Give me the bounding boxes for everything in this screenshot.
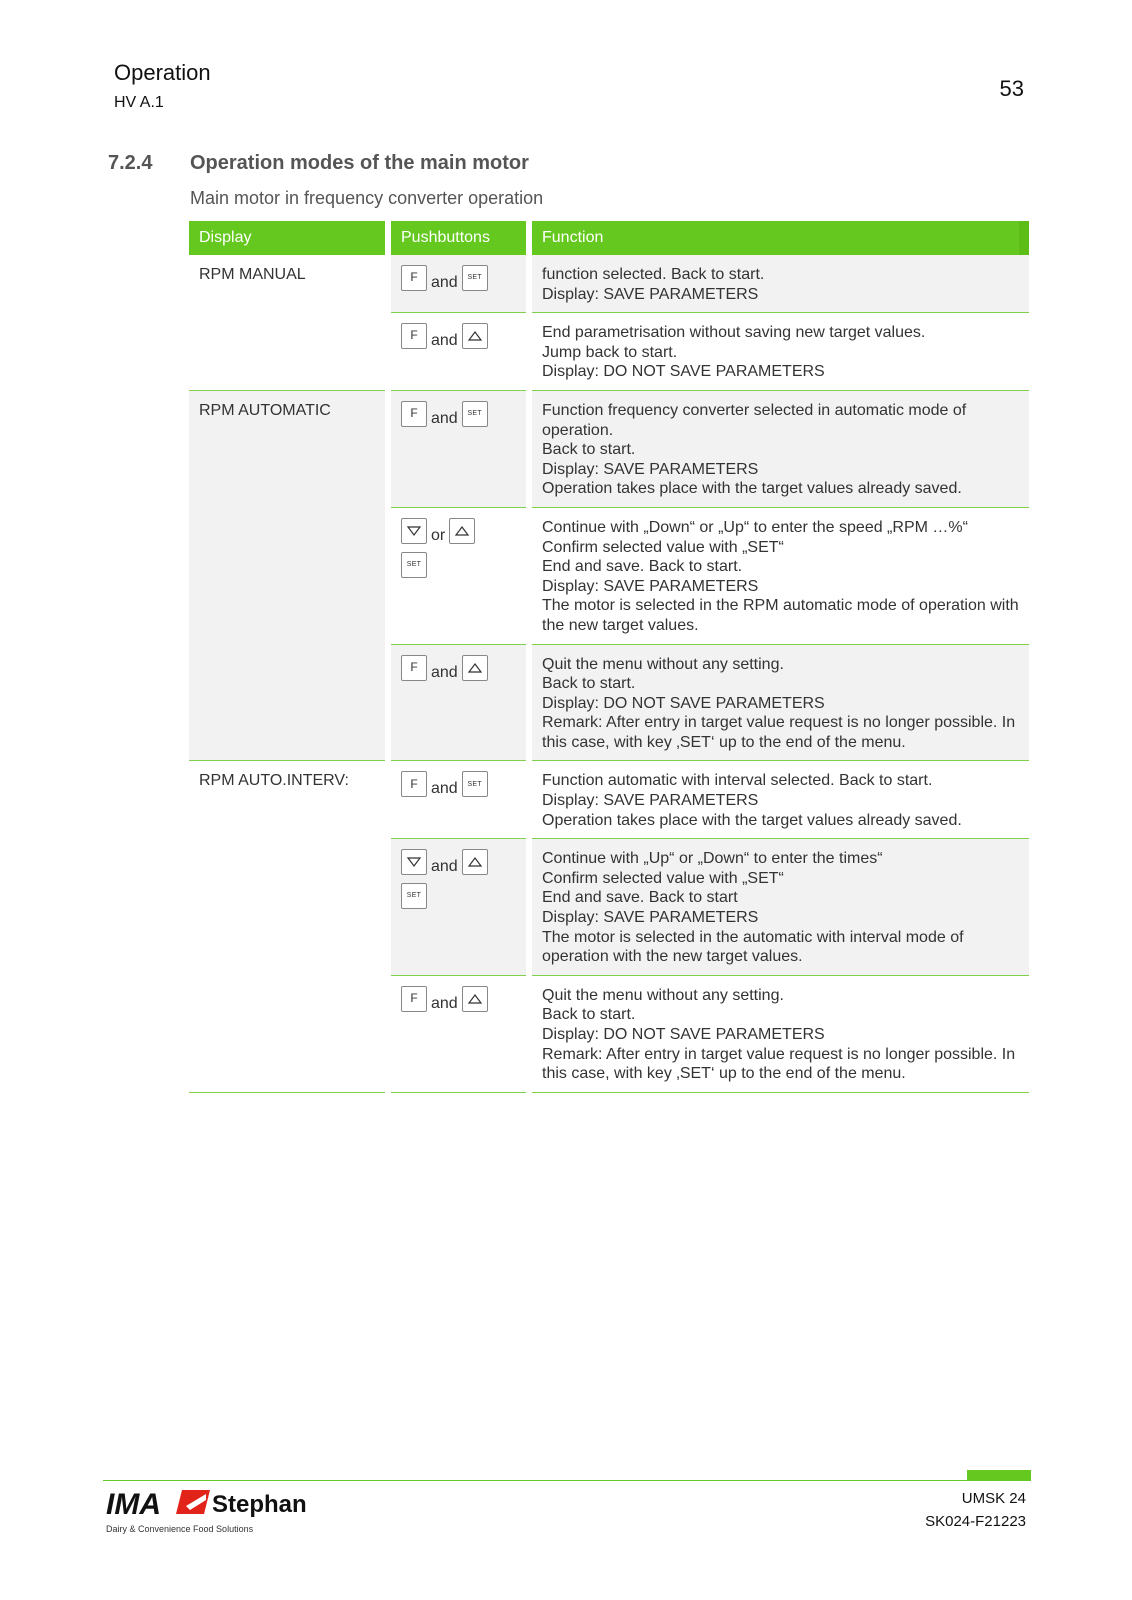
svg-text:Stephan: Stephan: [212, 1491, 307, 1518]
svg-text:IMA: IMA: [106, 1488, 161, 1521]
display-cell: RPM AUTOMATIC: [189, 390, 388, 761]
function-cell: Function automatic with interval selected. Back to start. Display: SAVE PARAMETERS Operation takes place with the target values already saved.: [529, 761, 1029, 839]
conjunction: and: [431, 409, 458, 427]
conjunction: and: [431, 274, 458, 291]
logo-tagline: Dairy & Convenience Food Solutions: [106, 1524, 254, 1534]
header-title: Operation: [114, 60, 211, 85]
f-key-icon: F: [401, 323, 427, 349]
f-key-icon: F: [401, 771, 427, 797]
table-row: [189, 255, 1029, 313]
display-cell: RPM MANUAL: [189, 255, 388, 390]
footer-divider: [103, 1480, 1031, 1481]
up-arrow-key-icon: [462, 655, 488, 681]
doc-code: UMSK 24: [961, 1490, 1026, 1507]
function-cell: Continue with „Down“ or „Up“ to enter the speed „RPM …%“ Confirm selected value with „SET“ End and save. Back to start. Display: SAVE PARAMETERS The motor is selected in the RPM automatic mode of operation with the new target values.: [529, 507, 1029, 644]
function-cell: Function frequency converter selected in automatic mode of operation. Back to start. Display: SAVE PARAMETERS Operation takes place with the target values already saved.: [529, 390, 1029, 507]
ima-stephan-logo: [106, 1484, 307, 1521]
table-row: [189, 761, 1029, 839]
doc-number: SK024-F21223: [925, 1513, 1026, 1530]
pushbuttons-cell: [388, 255, 529, 313]
up-arrow-key-icon: [449, 518, 475, 544]
function-cell: End parametrisation without saving new target values. Jump back to start. Display: DO NOT SAVE PARAMETERS: [529, 313, 1029, 391]
down-arrow-key-icon: [401, 518, 427, 544]
f-key-icon: F: [401, 401, 427, 427]
conjunction: and: [431, 858, 458, 876]
display-cell: RPM AUTO.INTERV:: [189, 761, 388, 1092]
pushbuttons-cell: [388, 975, 529, 1092]
conjunction: and: [431, 780, 458, 798]
pushbuttons-cell: [388, 839, 529, 976]
set-key-icon: SET: [401, 883, 427, 909]
pushbuttons-cell: [388, 507, 529, 644]
operation-modes-table: [189, 221, 1029, 1093]
set-key-icon: SET: [462, 265, 488, 291]
conjunction: and: [431, 994, 458, 1012]
up-arrow-key-icon: [462, 323, 488, 349]
f-key-icon: F: [401, 265, 427, 291]
pushbuttons-cell: [388, 390, 529, 507]
header-pushbuttons: Pushbuttons: [388, 221, 529, 255]
pushbuttons-cell: [388, 644, 529, 761]
conjunction: and: [431, 663, 458, 681]
set-key-icon: SET: [462, 401, 488, 427]
function-cell: Quit the menu without any setting. Back to start. Display: DO NOT SAVE PARAMETERS Remark: After entry in target value request is no longer possible. In this case, with key ‚SET‘ up to the end of the menu.: [529, 644, 1029, 761]
section-subtitle: Main motor in frequency converter operation: [190, 188, 544, 208]
table-row: [189, 390, 1029, 507]
f-key-icon: F: [401, 986, 427, 1012]
conjunction: and: [431, 332, 458, 350]
header-function: Function: [529, 221, 1029, 255]
f-key-icon: F: [401, 655, 427, 681]
section-number: 7.2.4: [108, 152, 153, 174]
conjunction: or: [431, 526, 446, 544]
pushbuttons-cell: [388, 761, 529, 839]
up-arrow-key-icon: [462, 986, 488, 1012]
header-display: Display: [189, 221, 388, 255]
set-key-icon: SET: [401, 552, 427, 578]
up-arrow-key-icon: [462, 849, 488, 875]
function-cell: function selected. Back to start. Display: SAVE PARAMETERS: [529, 255, 1029, 313]
footer-accent-bar: [967, 1470, 1031, 1480]
set-key-icon: SET: [462, 771, 488, 797]
down-arrow-key-icon: [401, 849, 427, 875]
table-header-row: [189, 221, 1029, 255]
section-title: Operation modes of the main motor: [190, 152, 529, 174]
header-subtitle: HV A.1: [114, 94, 164, 111]
page-number: 53: [999, 76, 1024, 101]
pushbuttons-cell: [388, 313, 529, 391]
function-cell: Quit the menu without any setting. Back to start. Display: DO NOT SAVE PARAMETERS Remark: After entry in target value request is no longer possible. In this case, with key ‚SET‘ up to the end of the menu.: [529, 975, 1029, 1092]
function-cell: Continue with „Up“ or „Down“ to enter the times“ Confirm selected value with „SET“ End and save. Back to start Display: SAVE PARAMETERS The motor is selected in the automatic with interval mode of operation with the new target values.: [529, 839, 1029, 976]
